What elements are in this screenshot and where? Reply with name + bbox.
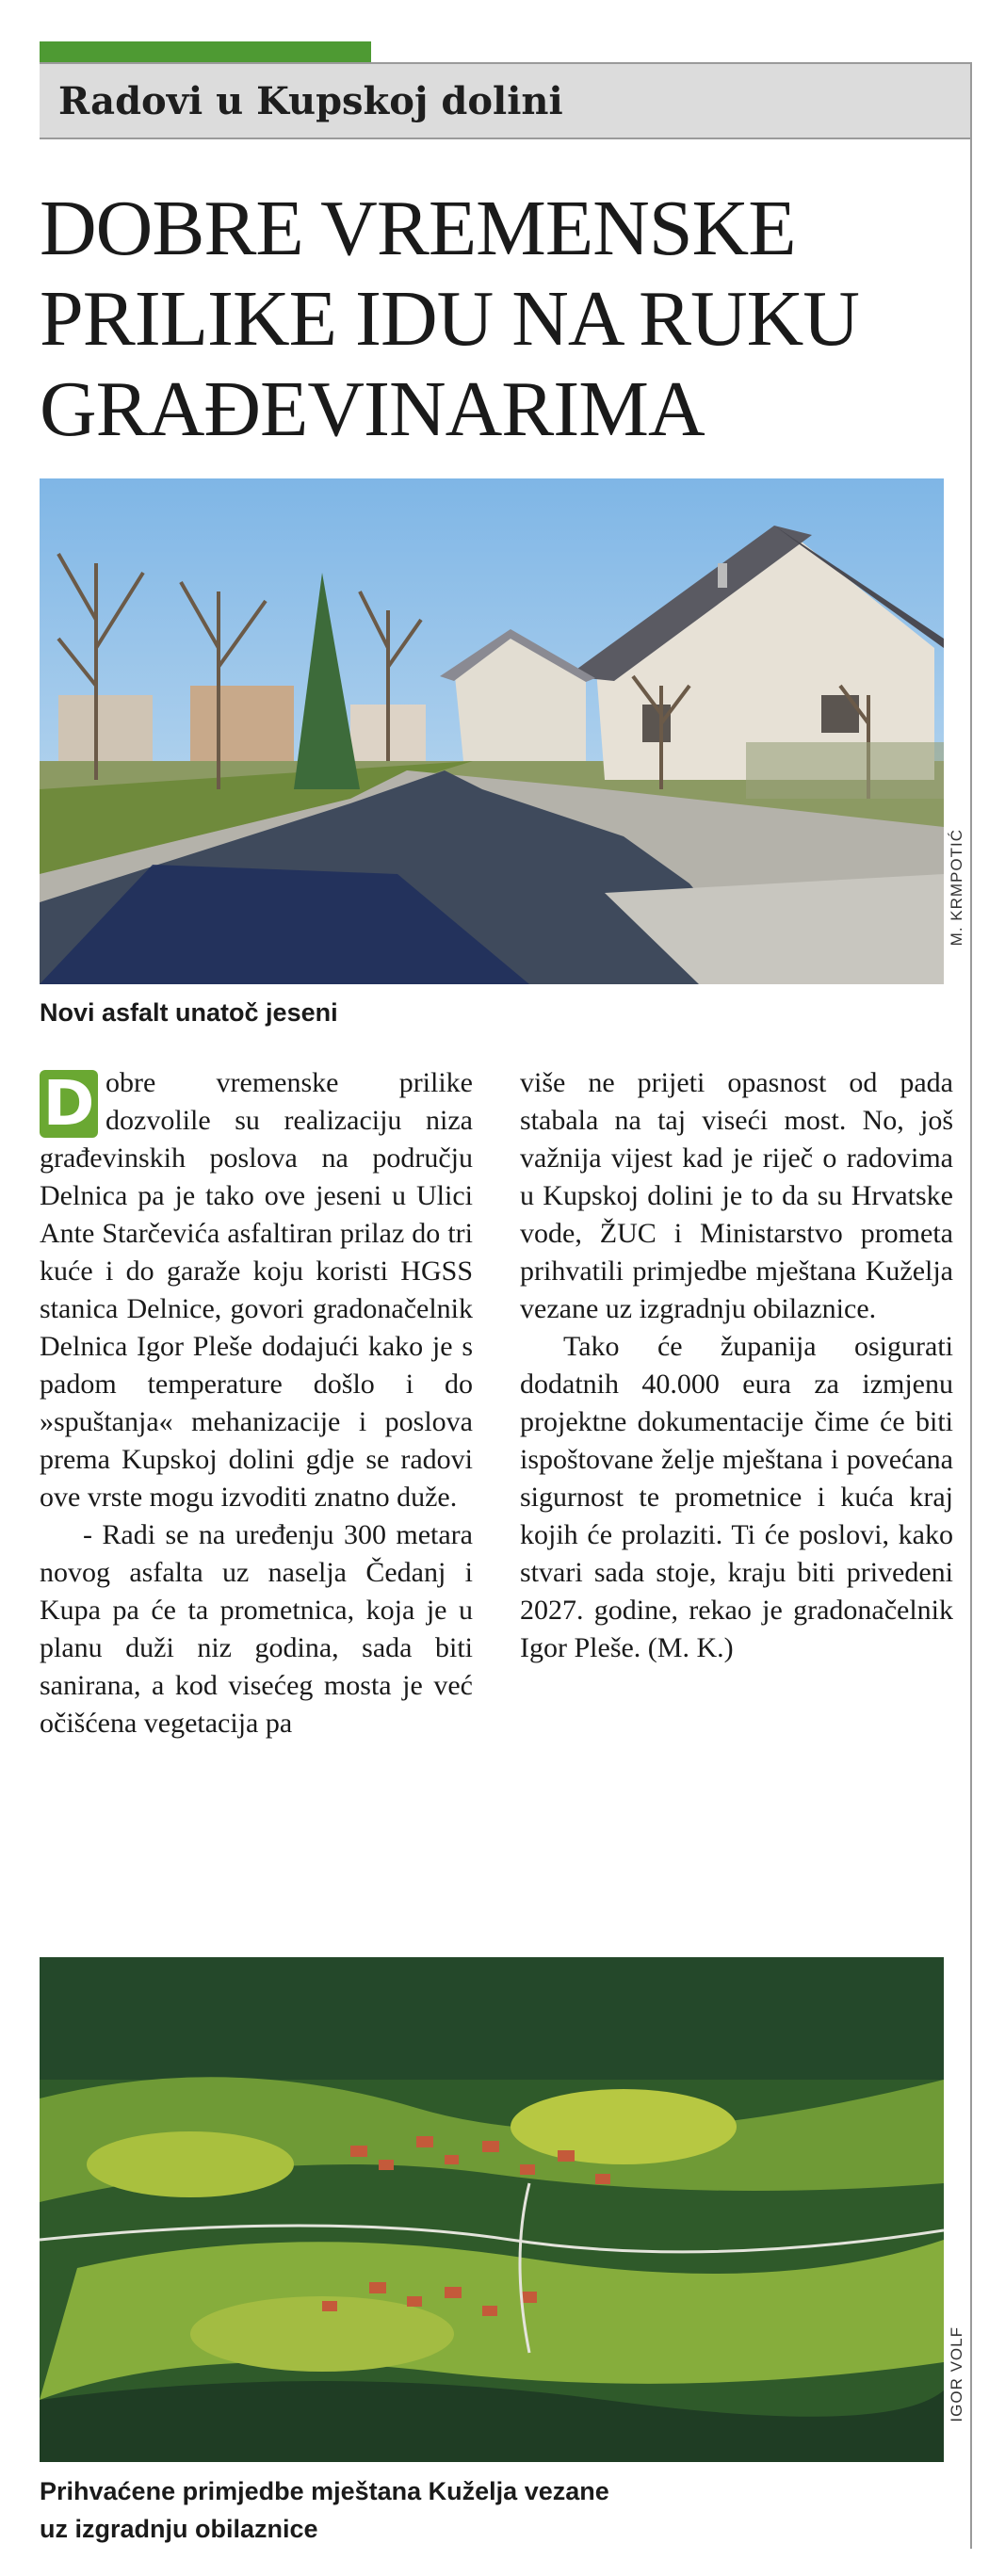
aerial-valley-photo <box>40 1957 944 2462</box>
right-column-rule <box>970 62 972 2549</box>
photo2-caption: Prihvaćene primjedbe mještana Kuželja vezane uz izgradnju obilaznice <box>40 2477 609 2543</box>
section-accent-bar <box>40 41 371 62</box>
photo1-caption: Novi asfalt unatoč jeseni <box>40 998 338 1027</box>
col1-paragraph-1 <box>40 1064 473 1516</box>
col1-text-1: obre vremenske prilike dozvolile su realizaciju niza građevinskih poslova na području Delnica pa je tako ove jeseni u Ulici Ante Starčevića asfaltiran prilaz do tri kuće i do garaže koju koristi HGSS stanica Delnice, govori gradonačelnik Delnica Igor Pleše dodajući kako je s padom temperature došlo i do »spuštanja« mehanizacije i poslova prema Kupskoj dolini gdje se radovi ove vrste mogu izvoditi znatno duže. <box>40 1067 473 1513</box>
col2-paragraph-1: više ne prijeti opasnost od pada stabala na taj viseći most. No, još važnija vijest kad je riječ o radovima u Kupskoj dolini je to da su Hrvatske vode, ŽUC i Ministarstvo prometa prihvatili primjedbe mještana Kuželja vezane uz izgradnju obilaznice. <box>520 1067 953 1324</box>
section-rubric <box>40 62 972 139</box>
photo2-credit: IGOR VOLF <box>948 2326 965 2422</box>
col1-paragraph-2: - Radi se na uređenju 300 metara novog asfalta uz naselja Čedanj i Kupa pa će ta prometnica, koja je u planu duži niz godina, sada biti sanirana, a kod visećeg mosta je već očišćena vegetacija pa <box>40 1519 473 1739</box>
article-column-1 <box>40 1064 473 1742</box>
article-column-2 <box>520 1064 953 1667</box>
drop-cap: D <box>40 1070 98 1138</box>
photo1-credit: M. KRMPOTIĆ <box>948 829 965 947</box>
rubric-label: Radovi u Kupskoj dolini <box>58 78 563 123</box>
street-photo <box>40 478 944 984</box>
article-headline: DOBRE VREMENSKE PRILIKE IDU NA RUKU GRAĐEVINARIMA <box>40 185 859 453</box>
col2-paragraph-2: Tako će županija osigurati dodatnih 40.000 eura za izmjenu projektne dokumentacije čime će biti ispoštovane želje mještana i povećana sigurnost te prometnice i kuća kraj kojih će prolaziti. Ti će poslovi, kako stvari sada stoje, kraju biti privedeni 2027. godine, rekao je gradonačelnik Igor Pleše. (M. K.) <box>520 1331 953 1663</box>
